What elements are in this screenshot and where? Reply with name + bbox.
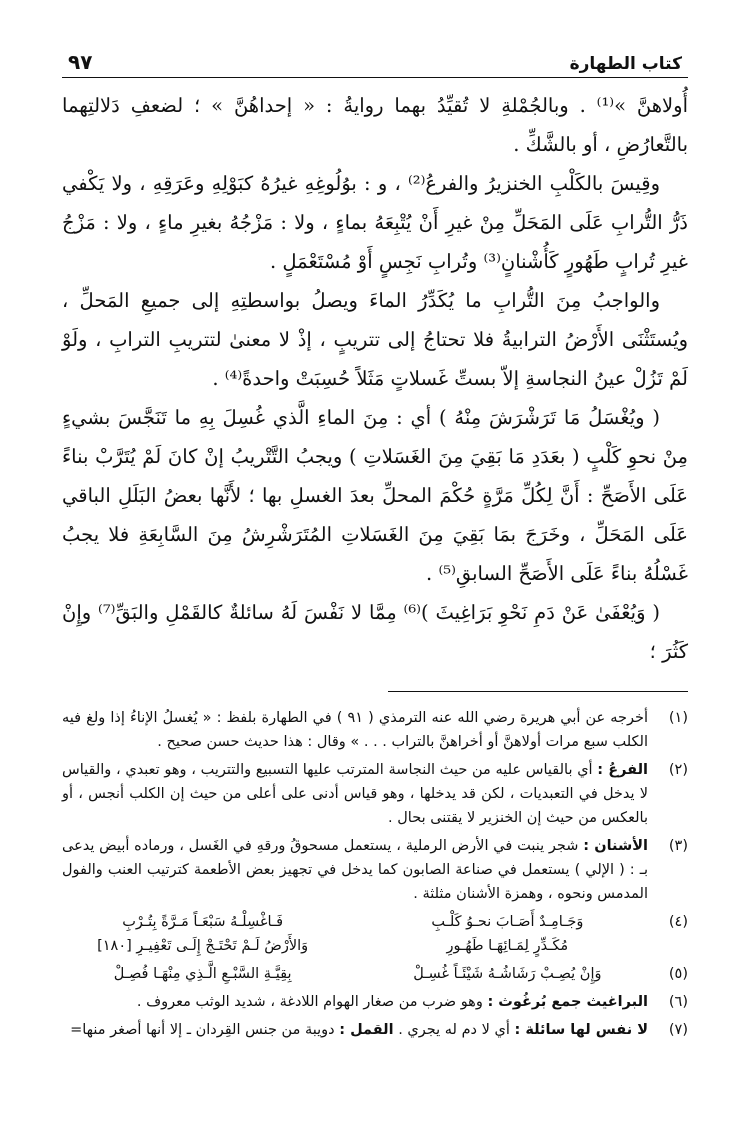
footnotes	[62, 706, 688, 1042]
book-title: كتاب الطهارة	[569, 54, 682, 74]
footnote	[62, 758, 688, 830]
paragraph: ( وَيُعْفَىٰ عَنْ دَمِ نَحْوِ بَرَاغِيثَ )⁽⁶⁾ مِمَّا لا نَفْسَ لَهُ سائلةٌ كالقَمْلِ والبَقِّ⁽⁷⁾ وإِنْ كَثُرَ ؛	[62, 601, 688, 663]
verse-hemistich: وَإِنْ يُصِـبْ رَشَاشُـهُ شَيْئَـاً غُسِـلْ	[413, 966, 602, 982]
footnote-number: (٥)	[668, 966, 688, 982]
paragraph: وقِيسَ بالكَلْبِ الخنزيرُ والفرعُ⁽²⁾ ، و : بوُلُوغِهِ غيرُهُ كبَوْلِهِ وعَرَقِهِ ، ولا يَكْفي ذَرُّ التُّرابِ عَلَى المَحَلِّ مِنْ غيرِ أَنْ يُتْبِعَهُ بماءٍ ، ولا : مَزْجُهُ بغيرِ ماءٍ ، ولا : مَزْجُ غيرِ تُرابٍ طَهُورٍ كَأُشْنانٍ⁽³⁾ وتُرابِ نَجِسٍ أَوْ مُسْتَعْمَلٍ .	[62, 172, 688, 273]
paragraph: ( ويُغْسَلُ مَا تَرَشْرَشَ مِنْهُ ) أي : مِنَ الماءِ الَّذي غُسِلَ بِهِ ما تَنَجَّسَ بشيءٍ مِنْ نحوِ كَلْبٍ ( بعَدَدِ مَا بَقِيَ مِنَ الغَسَلاتِ ) ويجبُ التَّتْريبُ إنْ كانَ لَمْ يُتَرَّبْ بناءً عَلَى الأَصَحِّ : أَنَّ لِكُلِّ مَرَّةٍ حُكْمَ المحلِّ بعدَ الغسلِ بها ؛ لأَنَّها بعضُ البَلَلِ الباقي عَلَى المَحَلِّ ، وخَرَجَ بمَا بَقِيَ مِنَ الغَسَلاتِ المُتَرَشْرِشُ مِنَ السَّابِعَةِ فلا يجبُ غَسْلُهُ بناءً عَلَى الأَصَحِّ السابقِ⁽⁵⁾ .	[62, 406, 688, 585]
footnote-text: أخرجه عن أبي هريرة رضي الله عنه الترمذي ( ٩١ ) في الطهارة بلفظ : « يُغسلُ الإناءُ إذا ولغ فيه الكلب سبع مرات أولاهنَّ أو أخراهنَّ بالتراب . . . » وقال : هذا حديث حسن صحيح .	[62, 710, 649, 750]
verse-hemistich: فَـاغْسِلْـهُ سَبْعَـاً مَـرَّةً بِتُـرْبِ	[122, 914, 284, 930]
footnote	[62, 706, 688, 754]
footnote-text: دويبة من جنس القِردان ـ إلا أنها أصغر منها=	[70, 1022, 335, 1038]
footnote	[62, 1018, 688, 1042]
verse-hemistich: وَالأَرْضُ لَـمْ تَحْتَـجْ إِلَـى تَعْفِيـرِ [١٨٠]	[97, 938, 309, 954]
footnote	[62, 990, 688, 1014]
verse-note	[62, 910, 688, 958]
footnote-number: (٢)	[668, 762, 688, 778]
footnote-text: أي لا دم له يجري .	[398, 1022, 510, 1038]
verse-hemistich: بِقِيَّـةِ السَّبْـعِ الَّـذِي مِنْهَـا فُصِـلْ	[113, 966, 292, 982]
footnote-label: الأشنان :	[583, 838, 648, 854]
footnote-label: الفرعُ :	[597, 762, 649, 778]
book-page	[62, 40, 688, 1100]
footnote-number: (٧)	[668, 1022, 688, 1038]
footnote-label: البراغيث جمع بُرغُوث :	[487, 994, 648, 1010]
footnote-number: (٦)	[668, 994, 688, 1010]
running-header	[62, 40, 688, 78]
footnote-number: (٣)	[668, 838, 688, 854]
verse-hemistich: وَجَـامِـدٌ أَصَـابَ نحـوُ كَلْـبِ	[431, 914, 584, 930]
verse-note	[62, 962, 688, 986]
footnote-separator	[388, 691, 688, 692]
footnote-label: لا نفس لها سائلة :	[514, 1022, 648, 1038]
main-text	[62, 86, 688, 671]
footnote-text: وهو ضرب من صغار الهوام اللادغة ، شديد الوثب معروف .	[136, 994, 483, 1010]
paragraph: أُولاهنَّ »⁽¹⁾ . وبالجُمْلةِ لا تُقيِّدُ بهما روايةُ : « إحداهُنَّ » ؛ لضعفِ دَلالتِهما بالتَّعارُضِ ، أو بالشَّكِّ .	[62, 94, 688, 156]
verse-hemistich: مُكَـدِّرٍ لِمَـائِهَـا طَهُـورِ	[446, 938, 569, 954]
paragraph: والواجبُ مِنَ التُّرابِ ما يُكَدِّرُ الماءَ ويصلُ بواسطتِهِ إلى جميعِ المَحلِّ ، ويُستَثْنَى الأَرْضُ الترابيةُ فلا تحتاجُ إلى تتريبٍ ، إذْ لا معنىٰ لتتريبِ الترابِ ، ولَوْ لَمْ تَزُلْ عينُ النجاسةِ إلاّ بستِّ غَسلاتٍ مَثَلاً حُسِبَتْ واحدةً⁽⁴⁾ .	[62, 289, 688, 390]
footnote-number: (٤)	[668, 914, 688, 930]
verse-line	[62, 962, 648, 986]
verse-line	[62, 910, 648, 934]
footnote-label: القمل :	[339, 1022, 394, 1038]
verse-line	[62, 934, 648, 958]
footnote-number: (١)	[668, 710, 688, 726]
footnote-text: أي بالقياس عليه من حيث النجاسة المترتب عليها التسبيع والتتريب ، وهو تعبدي ، والقياس لا يدخل في التعبديات ، لكن قد يدخلها ، وهو قياس أدنى على أعلى من حيث إن الكلب أنجس ، أو بالعكس من حيث إن الخنزير لا يقتنى بحال .	[62, 762, 648, 826]
page-number: ٩٧	[68, 50, 93, 74]
footnote	[62, 834, 688, 906]
footnote-text: شجر ينبت في الأرض الرملية ، يستعمل مسحوقُ ورقهِ في الغَسل ، ورماده أبيض يدعى بـ : ( الإلي ) يستعمل في صناعة الصابون كما يدخل في تجهيز بعض الأطعمة كترتيب العنب والفول المدمس ونحوه ، وهمزة الأشنان مثلثة .	[62, 838, 648, 902]
